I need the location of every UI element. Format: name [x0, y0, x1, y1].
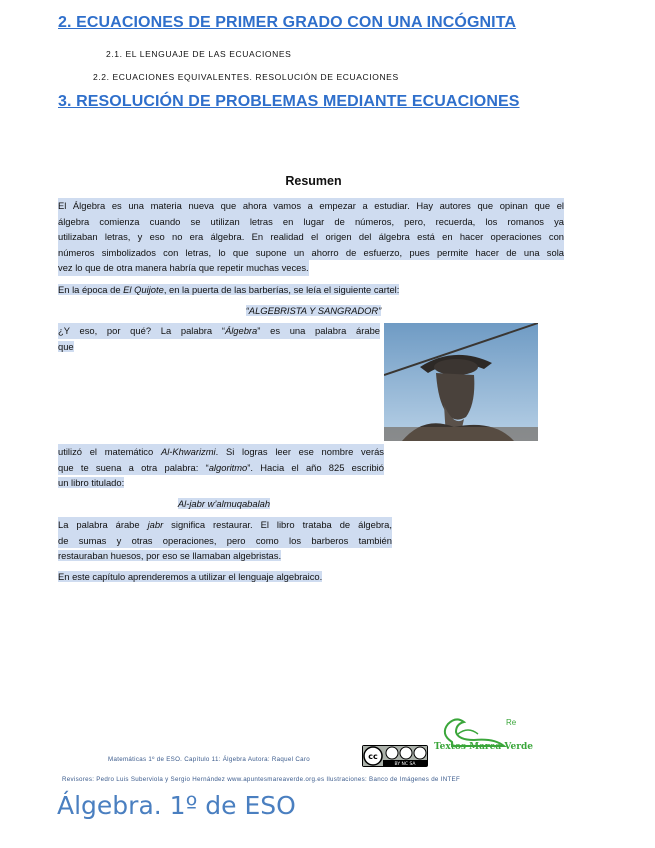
footer-credits-line2: Revisores: Pedro Luis Suberviola y Sergio Hernández www.apuntesmareaverde.org.es Ilustraciones: Banco de Imágenes de INTEF — [62, 776, 461, 783]
quijote-statue-photo — [384, 323, 538, 441]
marea-verde-logo — [434, 712, 533, 758]
text-line: que — [58, 340, 74, 352]
text-line: ¿Y eso, por qué? La palabra “Álgebra” es una palabra árabe — [58, 323, 380, 339]
text-line: La palabra árabe jabr significa restaurar. El libro trataba de álgebra, — [58, 517, 392, 533]
text-line: utilizaban letras, y eso no era álgebra. En realidad el origen del álgebra está en hacer operaciones con — [58, 229, 564, 245]
paragraph-chapter-goal — [58, 569, 322, 585]
cc-license-badge[interactable] — [362, 745, 428, 767]
footer-book-title: Álgebra. 1º de ESO — [57, 791, 296, 820]
paragraph-khwarizmi — [58, 444, 384, 491]
creative-commons-icon — [362, 745, 428, 767]
logo-corner-text: Re — [506, 718, 517, 727]
text-line: vez lo que de otra manera habría que repetir muchas veces. — [58, 260, 309, 276]
book-title — [0, 496, 448, 512]
svg-text:cc: cc — [368, 752, 378, 761]
footer-credits-line1: Matemáticas 1º de ESO. Capítulo 11: Álgebra Autora: Raquel Caro — [108, 756, 310, 763]
sign-text: “ALGEBRISTA Y SANGRADOR” — [245, 305, 382, 316]
text-line: En este capítulo aprenderemos a utilizar el lenguaje algebraico. — [58, 571, 323, 582]
paragraph-why — [58, 323, 380, 354]
text-line: utilizó el matemático Al-Khwarizmi. Si logras leer ese nombre verás — [58, 444, 384, 460]
book-title-text: Al-jabr w’almuqabalah — [177, 498, 271, 509]
paragraph-jabr — [58, 517, 392, 564]
text-run: , en la puerta de las barberías, se leía el siguiente cartel: — [163, 284, 400, 295]
text-line: un libro titulado: — [58, 477, 125, 488]
paragraph-quijote — [58, 282, 399, 298]
logo-text: Textos Marea Verde — [434, 742, 533, 752]
section-heading-2[interactable]: 2. ECUACIONES DE PRIMER GRADO CON UNA INCÓGNITA — [58, 14, 517, 31]
resumen-title: Resumen — [285, 174, 342, 188]
italic-title: El Quijote — [123, 284, 164, 295]
text-line: restauraban huesos, por eso se llamaban algebristas. — [58, 550, 282, 561]
text-line: que te suena a otra palabra: “algoritmo”. Hacia el año 825 escribió — [58, 460, 384, 476]
cc-label: BY NC SA — [394, 762, 416, 767]
text-line: álgebra comienza cuando se utilizan letras en lugar de números, pero, recuerda, los romanos ya — [58, 214, 564, 230]
statue-illustration — [384, 323, 538, 441]
text-line: números simbolizados con letras, lo que supone un ahorro de esfuerzo, pues permite hacer de una sola — [58, 245, 564, 261]
paragraph-algebra-intro — [58, 198, 564, 276]
section-heading-3[interactable]: 3. RESOLUCIÓN DE PROBLEMAS MEDIANTE ECUACIONES — [58, 93, 520, 110]
toc-item-2-2[interactable]: 2.2. ECUACIONES EQUIVALENTES. RESOLUCIÓN DE ECUACIONES — [93, 72, 399, 82]
text-line: de sumas y otras operaciones, pero como los barberos también — [58, 533, 392, 549]
text-run: En la época de — [58, 284, 124, 295]
text-line: El Álgebra es una materia nueva que ahora vamos a empezar a estudiar. Hay autores que opinan que el — [58, 198, 564, 214]
sign-quote — [0, 303, 627, 319]
toc-item-2-1[interactable]: 2.1. EL LENGUAJE DE LAS ECUACIONES — [106, 49, 292, 59]
